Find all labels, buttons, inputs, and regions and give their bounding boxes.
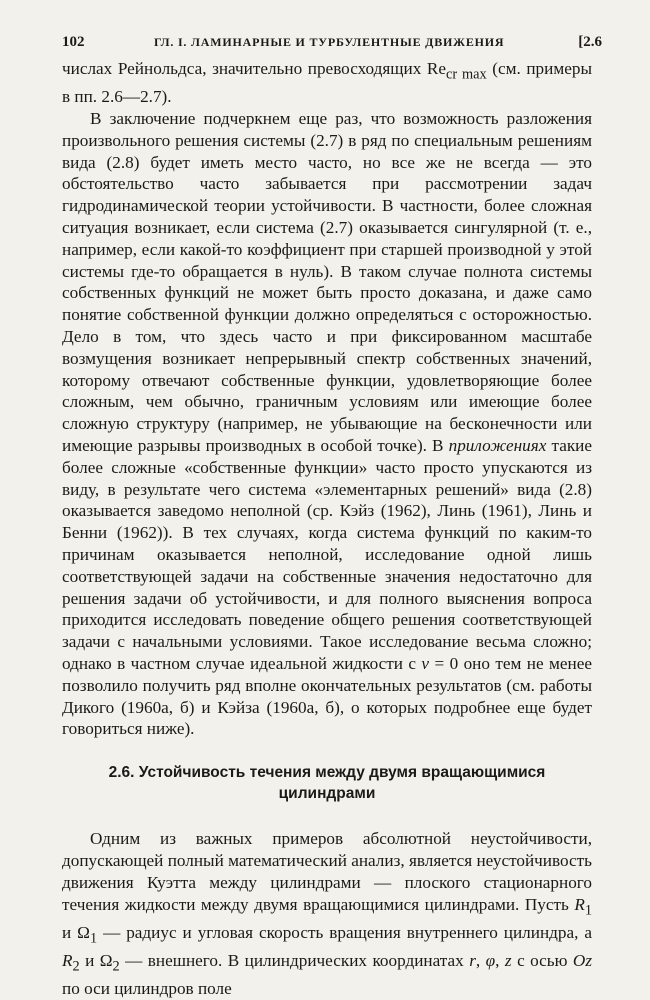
page-header — [62, 34, 602, 54]
paragraph-conclusion: В заключение подчеркнем еще раз, что возможность разложения произвольного решения системы (2.7) в ряд по специальным решениям вида (2.8) будет иметь место часто, но все же не всегда — это обстоятельство часто забывается при рассмотрении задач гидродинамической теории устойчивости. В частности, более сложная ситуация возникает, если система (2.7) оказывается сингулярной (т. е., например, если какой-то коэффициент при старшей производной у этой системы где-то обращается в нуль). В таком случае полнота системы собственных функций не может быть просто доказана, и даже само понятие собственной функции должно определяться с осторожностью. Дело в том, что здесь часто и при фиксированном масштабе возмущения возникает непрерывный спектр собственных значений, которому отвечают собственные функции, удовлетворяющие более сложным, чем обычно, граничным условиям или имеющие более сложную структуру (например, не убывающие на бесконечности или имеющие разрывы производных в особой точке). В приложениях такие более сложные «собственные функции» часто просто упускаются из виду, в результате чего система «элементарных решений» вида (2.8) оказывается заведомо неполной (ср. Кэйз (1962), Линь (1961), Линь и Бенни (1962)). В тех случаях, когда система функций по каким-то причинам оказывается неполной, исследование одной лишь соответствующей задачи на собственные значения недостаточно для решения задачи об устойчивости, и для полного выяснения вопроса приходится исследовать поведение общего решения соответствующей задачи с начальными условиями. Такое исследование весьма сложно; однако в частном случае идеальной жидкости с ν = 0 оно тем не менее позволило получить ряд вполне окончательных результатов (см. работы Дикого (1960а, б) и Кэйза (1960а, б), о которых подробнее еще будет говориться ниже). — [62, 109, 593, 739]
page-body — [62, 58, 592, 1000]
paragraph-couette: Одним из важных примеров абсолютной неустойчивости, допускающей полный математический анализ, является неустойчивость движения Куэтта между цилиндрами — плоского стационарного течения жидкости между двумя вращающимися цилиндрами. Пусть $R_1$ и $\Omega_1$ — радиус и угловая скорость вращения внутреннего цилиндра, а $R_2$ и $\Omega_2$ — внешнего. В цилиндрических координатах r, φ, z с осью Oz по оси цилиндров поле — [62, 829, 593, 999]
running-title: ГЛ. I. ЛАМИНАРНЫЕ И ТУРБУЛЕНТНЫЕ ДВИЖЕНИЯ — [154, 35, 505, 49]
page-number: 102 — [62, 34, 85, 50]
section-reference: [2.6 — [578, 34, 602, 50]
section-heading: 2.6. Устойчивость течения между двумя вращающимися цилиндрами — [108, 764, 546, 803]
paragraph-continued: числах Рейнольдса, значительно превосходящих $Re_{cr max}$ (см. примеры в пп. 2.6—2.7). — [62, 59, 592, 107]
